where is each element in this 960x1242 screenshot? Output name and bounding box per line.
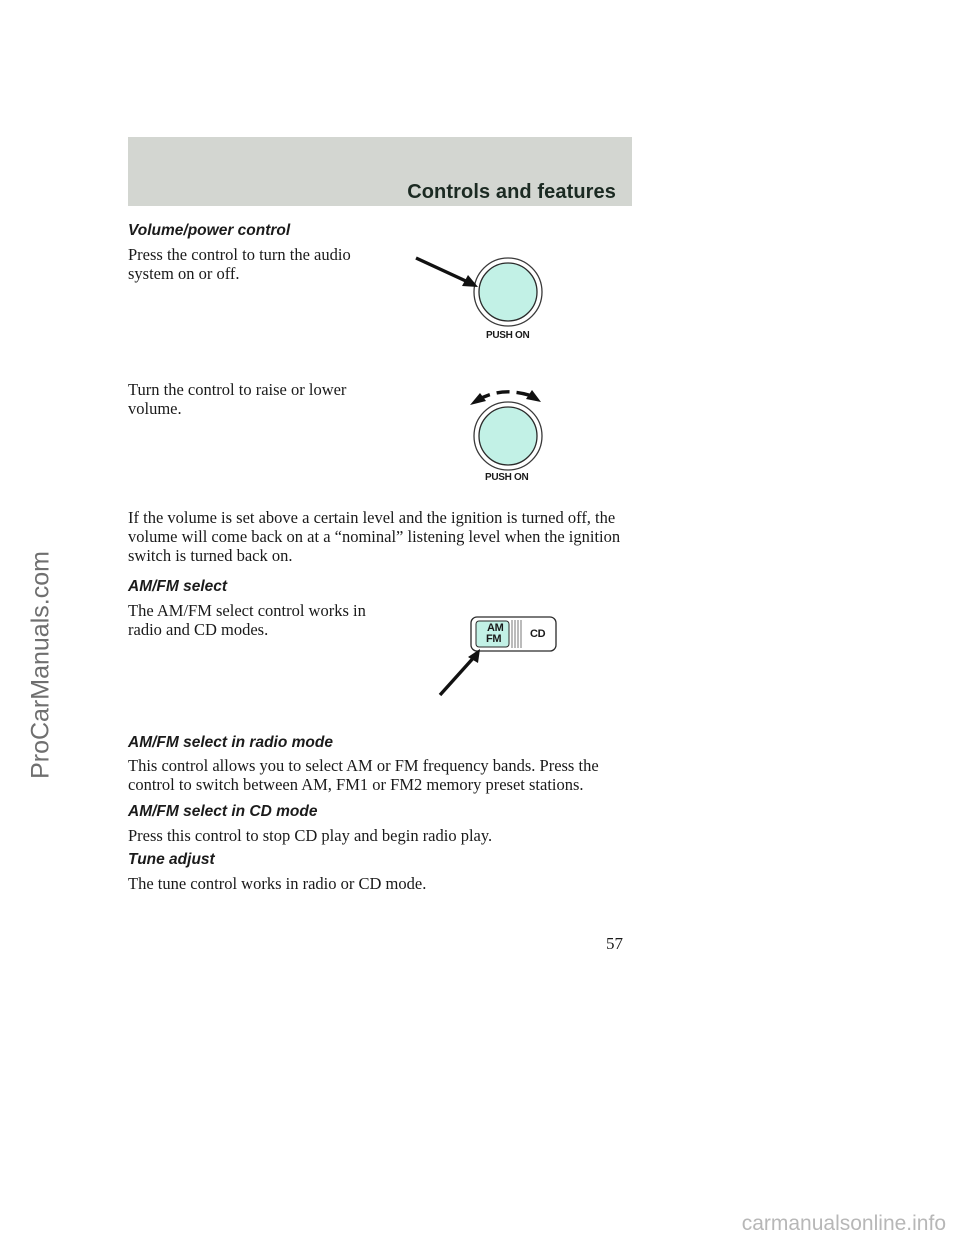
rotation-arc — [478, 392, 532, 400]
text-press-control: Press the control to turn the audio system on or off. — [128, 245, 351, 283]
text-radio-mode: This control allows you to select AM or FM frequency bands. Press the control to switch between AM, FM1 or FM2 memory preset stations. — [128, 756, 599, 794]
text-cd-mode: Press this control to stop CD play and begin radio play. — [128, 826, 493, 845]
text-turn-control: Turn the control to raise or lower volume. — [128, 380, 347, 418]
knob-turn-label: PUSH ON — [485, 472, 529, 483]
turn-knob-figure — [440, 378, 560, 473]
push-knob-figure — [410, 250, 560, 350]
page-number: 57 — [606, 934, 623, 953]
heading-radio-mode: AM/FM select in radio mode — [128, 734, 333, 751]
button-cd-label: CD — [530, 628, 546, 640]
watermark — [28, 500, 54, 830]
rotate-right-arrowhead — [526, 390, 541, 402]
button-fm-label: FM — [486, 633, 502, 645]
watermark-text: ProCarManuals.com — [26, 551, 55, 779]
knob-face — [479, 407, 537, 465]
heading-tune-adjust: Tune adjust — [128, 851, 215, 868]
footer-watermark-link[interactable]: carmanualsonline.info — [741, 1212, 946, 1235]
text-nominal-volume: If the volume is set above a certain level and the ignition is turned off, the volume will come back on at a “nominal” listening level when the ignition switch is turned back on. — [128, 508, 621, 565]
pointer-arrow-line — [440, 655, 476, 695]
pointer-arrow-line — [416, 258, 468, 282]
rotate-left-arrowhead — [470, 393, 486, 405]
knob-push-label: PUSH ON — [486, 330, 530, 341]
heading-cd-mode: AM/FM select in CD mode — [128, 803, 318, 820]
page-section-title: Controls and features — [407, 181, 616, 203]
knob-face — [479, 263, 537, 321]
button-am-label: AM — [487, 622, 504, 634]
heading-amfm-select: AM/FM select — [128, 578, 228, 595]
heading-volume-power: Volume/power control — [128, 222, 291, 239]
text-amfm-modes: The AM/FM select control works in radio and CD modes. — [128, 601, 366, 639]
header-band — [128, 137, 632, 206]
text-tune-adjust: The tune control works in radio or CD mode. — [128, 874, 427, 893]
